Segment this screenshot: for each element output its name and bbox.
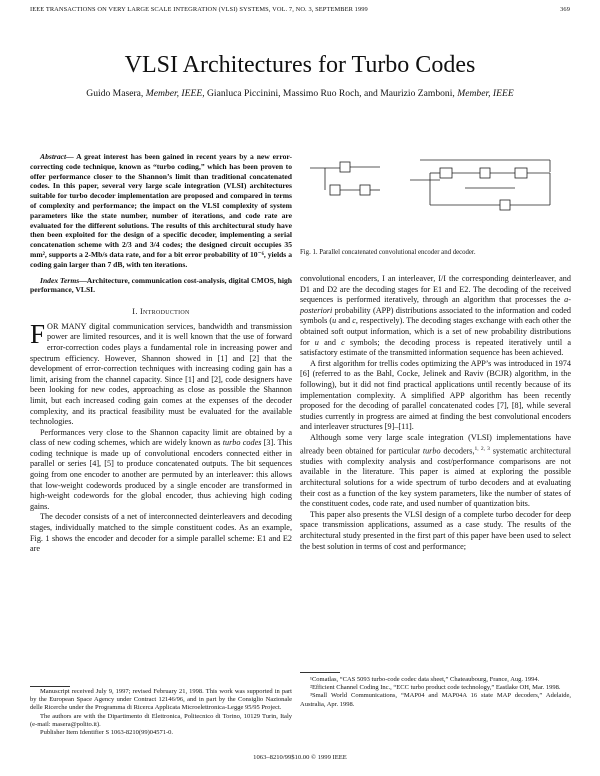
intro-p1-text: OR MANY digital communication services, bandwidth and transmission power are limited resources, and it is well known that the use of forward error-correction codes plays a fundamental role in increasing power and spectrum efficiency. However, Shannon showed in [1] and [2] that the development of error-correction techniques with increasing coding gain has a limit, arising from the channel capacity. Since [1] and [2], code designers have been looking for new codes, approaching as close as possible the Shannon limit, but each increased coding gain comes at the expenses of the decoder complexity, and its practical feasibility must be evaluated for the available technologies. <box>30 321 292 427</box>
author-line <box>0 88 600 99</box>
intro-p2-emphasis: turbo codes <box>222 438 262 448</box>
rc-p1-symbol-c-2: c <box>341 337 345 347</box>
footnote-publisher-id: Publisher Item Identifier S 1063-8210(99)04571-0. <box>40 729 174 737</box>
rc-p1-c: and <box>336 316 353 326</box>
index-terms-text: —Architecture, communication cost-analysis, digital CMOS, high performance, VLSI. <box>30 275 293 295</box>
footnote-comatlas: ¹Comatlas, “CAS 5093 turbo-code codec data sheet,” Chateaubourg, France, Aug. 1994. <box>310 676 540 683</box>
right-paragraph-1 <box>300 274 571 359</box>
intro-p2-text-a: Performances very close to the Shannon capacity limit are obtained by a class of new coding schemes, which are widely known as <box>30 427 292 448</box>
right-paragraph-3 <box>300 433 571 510</box>
figure-1 <box>300 150 571 240</box>
encoder-decoder-diagram <box>300 150 571 240</box>
footnote-small-world: ³Small World Communications, “MAP04 and MAP04A 16 state MAP decoders,” Adelaide, Australia, Apr. 1998. <box>300 692 571 708</box>
rc-p3-footnote-marks: 1, 2, 3 <box>474 445 490 452</box>
abstract <box>30 152 292 270</box>
rc-p1-f: symbols; the decoding process is repeated iteratively until a satisfactory estimate of the transmitted information sequence has been achieved. <box>300 337 571 358</box>
index-terms <box>30 276 292 296</box>
rc-p1-e: and <box>318 337 342 347</box>
rc-p1-symbol-u-2: u <box>314 337 319 347</box>
footnote-manuscript: Manuscript received July 9, 1997; revised February 21, 1998. This work was supported in part by the European Space Agency under Contract 12146/96, and in part by the Consiglio Nazionale delle Ricerche under the Programma di Ricerca Applicata Microelettronica-Legge 95/95 Project. <box>30 688 292 712</box>
diagram-block-deinterleaver <box>500 200 510 210</box>
footnote-affiliation: The authors are with the Dipartimento di Elettronica, Politecnico di Torino, 10129 Turin, Italy (e-mail: masera@polito.it). <box>30 712 292 728</box>
rc-p1-b: probability (APP) distributions associated to the information and coded symbols ( <box>300 305 571 326</box>
diagram-block-d1 <box>440 168 452 178</box>
left-footnotes <box>30 688 292 737</box>
diagram-block-e2 <box>360 185 370 195</box>
rc-p1-symbol-c: c <box>352 316 356 326</box>
rc-p3-b: decoders, <box>440 446 475 456</box>
drop-cap: F <box>30 318 46 349</box>
rc-p1-emphasis: a-posteriori <box>300 295 571 315</box>
right-paragraph-2: A first algorithm for trellis codes optimizing the APP’s was introduced in 1974 [6] (referred to as the Bahl, Cocke, Jelinek and Raviv (BCJR) algorithm, in the following), but it did not find practical applications until recently because of its implementation complexity. A simplified APP algorithm has been recently proposed for the decoding of parallel concatenated codes [7], [8], while several studies currently in progress are aimed at finding the best convolutional encoders and interleaver structures [9]–[11]. <box>300 358 571 432</box>
rc-p1-symbol-u: u <box>332 316 337 326</box>
section-heading: I. Introduction <box>132 307 190 317</box>
page-number: 369 <box>560 6 570 13</box>
abstract-label: Abstract— <box>40 152 74 161</box>
rc-p3-c: systematic architectural studies with complexity analysis and cost/performance comparisons are not available in the literature. This paper is aimed at exploring the possible architectural solutions for a wide spectrum of turbo decoders and at evaluating their cost as a function of the key system parameters, like the number of states of the constituent codes, code rate, and used number of quantization bits. <box>300 446 572 509</box>
right-footnotes <box>300 676 571 709</box>
intro-paragraph-1 <box>30 318 292 428</box>
left-column <box>30 122 292 555</box>
diagram-block-d2 <box>515 168 527 178</box>
diagram-block-interleaver <box>330 185 340 195</box>
journal-header: IEEE TRANSACTIONS ON VERY LARGE SCALE INTEGRATION (VLSI) SYSTEMS, VOL. 7, NO. 3, SEPTEMBER 1999 <box>30 6 368 13</box>
author-names-1: Guido Masera, <box>86 88 144 99</box>
footnote-rule-left <box>30 686 70 687</box>
intro-paragraph-3: The decoder consists of a net of interconnected deinterleavers and decoding stages, individually matched to the simple constituent codes. As an example, Fig. 1 shows the encoder and decoder for a simple parallel scheme: E1 and E2 are <box>30 512 292 554</box>
intro-p2-text-b: [3]. This coding technique is made up of convolutional encoders connected either in parallel or series [4], [5] to produce concatenated outputs. The bit sequences going from one encoder to another are permuted by an interleaver: this allows that low-weight codewords produced by a single encoder are transformed in high-weight codewords for the global encoder, thus achieving high coding gains. <box>30 438 293 511</box>
right-paragraph-4: This paper also presents the VLSI design of a complete turbo decoder for deep space transmission applications, assumed as a case study. The results of the architectural study presented in the first part of this paper have been used to select the best solution in terms of cost and performance; <box>300 509 571 551</box>
author-names-2: Gianluca Piccinini, Massimo Ruo Roch, and Maurizio Zamboni, <box>207 88 455 99</box>
author-role-1: Member, IEEE, <box>145 88 205 99</box>
rc-p3-emphasis: turbo <box>422 446 441 456</box>
rc-p1-a: convolutional encoders, I an interleaver, I/I the corresponding deinterleaver, and D1 and D2 are the decoding stages for E1 and E2. The decoding of the received sequences is performed iteratively, through an algorithm that processes the <box>300 274 571 305</box>
author-role-2: Member, IEEE <box>457 88 514 99</box>
paper-title: VLSI Architectures for Turbo Codes <box>124 52 476 78</box>
rc-p1-d: , respectively). The decoding stages exchange with each other the obtained soft output information, which is a set of new probability distributions for <box>300 316 571 347</box>
page-footer: 1063–8210/99$10.00 © 1999 IEEE <box>253 754 347 761</box>
index-terms-label: Index Terms <box>40 275 80 285</box>
abstract-text: A great interest has been gained in recent years by a new error-correcting code technique, known as “turbo coding,” which has been proven to offer performance closer to the Shannon’s limit than traditional concatenated codes. In this paper, several very large scale integration (VLSI) architectures suitable for turbo decoder implementation are proposed and compared in terms of complexity and performance; the impact on the VLSI complexity of system parameters like the state number, number of iterations, and code rate are evaluated for the different solutions. The results of this architectural study have then been exploited for the design of a specific decoder, implementing a serial concatenation scheme with 2/3 and 3/4 codes; the designed circuit occupies 35 mm², supports a 2-Mb/s data rate, and for a bit error probability of 10⁻⁶, yields a coding gain larger than 7 dB, with ten iterations. <box>30 152 292 269</box>
intro-paragraph-2 <box>30 428 292 513</box>
rc-p3-a: Although some very large scale integration (VLSI) implementations have already been obtained for particular <box>300 432 571 456</box>
footnote-efficient-channel: ²Efficient Channel Coding Inc., “ECC turbo product code technology,” Eastlake OH, Mar. 1998. <box>310 684 561 692</box>
diagram-block-e1 <box>340 162 350 172</box>
footnote-rule-right <box>300 672 340 673</box>
diagram-block-interleaver-2 <box>480 168 490 178</box>
running-header <box>30 6 570 13</box>
figure-caption: Fig. 1. Parallel concatenated convolutional encoder and decoder. <box>300 249 476 256</box>
right-column <box>300 274 571 552</box>
